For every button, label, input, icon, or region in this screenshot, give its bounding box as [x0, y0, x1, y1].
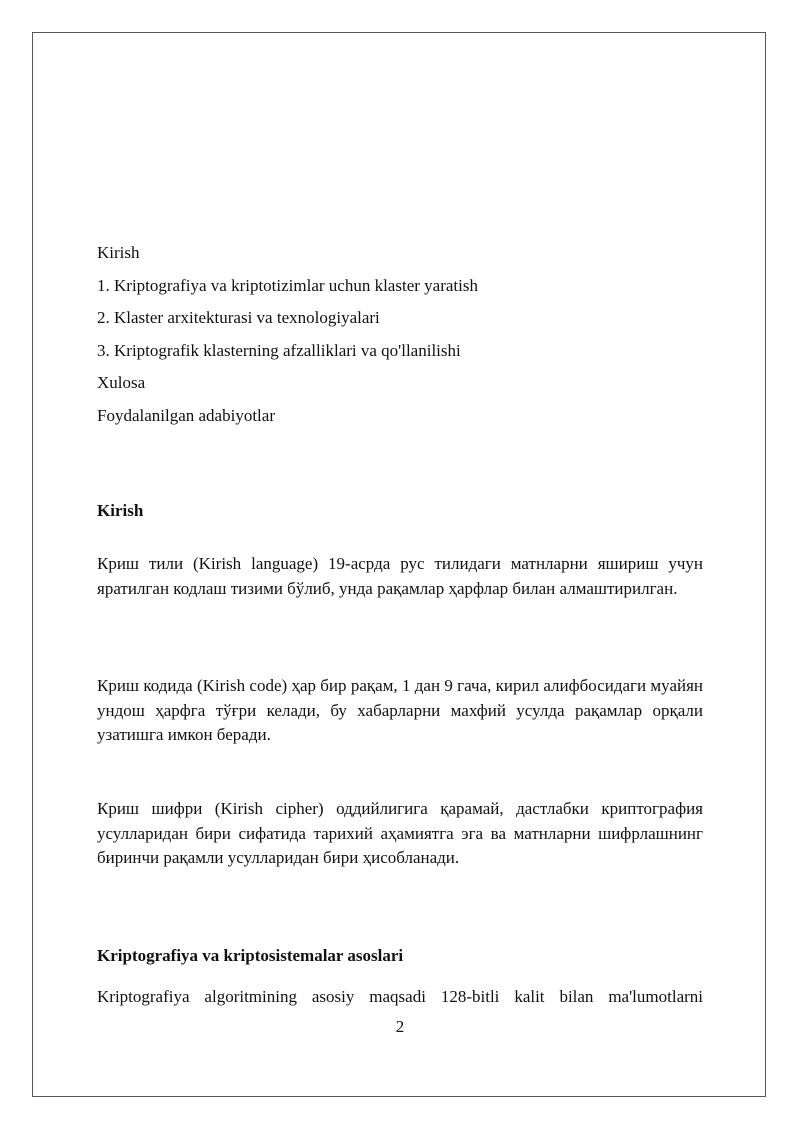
toc-item-conclusion: Xulosa — [97, 373, 146, 392]
toc-item-3: 3. Kriptografik klasterning afzalliklari va qo'llanilishi — [97, 340, 461, 360]
intro-paragraph-1: Криш тили (Kirish language) 19-асрда рус тилидаги матнларни яшириш учун яратилган кодлаш тизими бўлиб, унда рақамлар ҳарфлар билан алмаштирилган. — [97, 554, 703, 598]
toc-item-1: 1. Kriptografiya va kriptotizimlar uchun klaster yaratish — [97, 275, 478, 295]
table-of-contents — [97, 241, 703, 436]
toc-item-references: Foydalanilgan adabiyotlar — [97, 405, 275, 425]
toc-item-intro: Kirish — [97, 243, 140, 262]
intro-paragraph-3: Криш шифри (Kirish cipher) оддийлигига қарамай, дастлабки криптография усулларидан бири сифатида тарихий аҳамиятга эга ва матнларни шифрлашнинг биринчи рақамли усулларидан бири ҳисобланади. — [97, 799, 703, 867]
page-number: 2 — [395, 1017, 405, 1036]
intro-paragraph-2: Криш кодида (Kirish code) ҳар бир рақам, 1 дан 9 гача, кирил алифбосидаги муайян ундош ҳарфга тўғри келади, бу хабарларни махфий усулда рақамлар орқали узатишга имкон беради. — [97, 676, 703, 744]
crypto-paragraph: Kriptografiya algoritmining asosiy maqsadi 128-bitli kalit bilan ma'lumotlarni — [97, 987, 703, 1006]
intro-heading: Kirish — [97, 501, 144, 520]
crypto-heading: Kriptografiya va kriptosistemalar asoslari — [97, 946, 404, 965]
toc-item-2: 2. Klaster arxitekturasi va texnologiyalari — [97, 308, 380, 327]
